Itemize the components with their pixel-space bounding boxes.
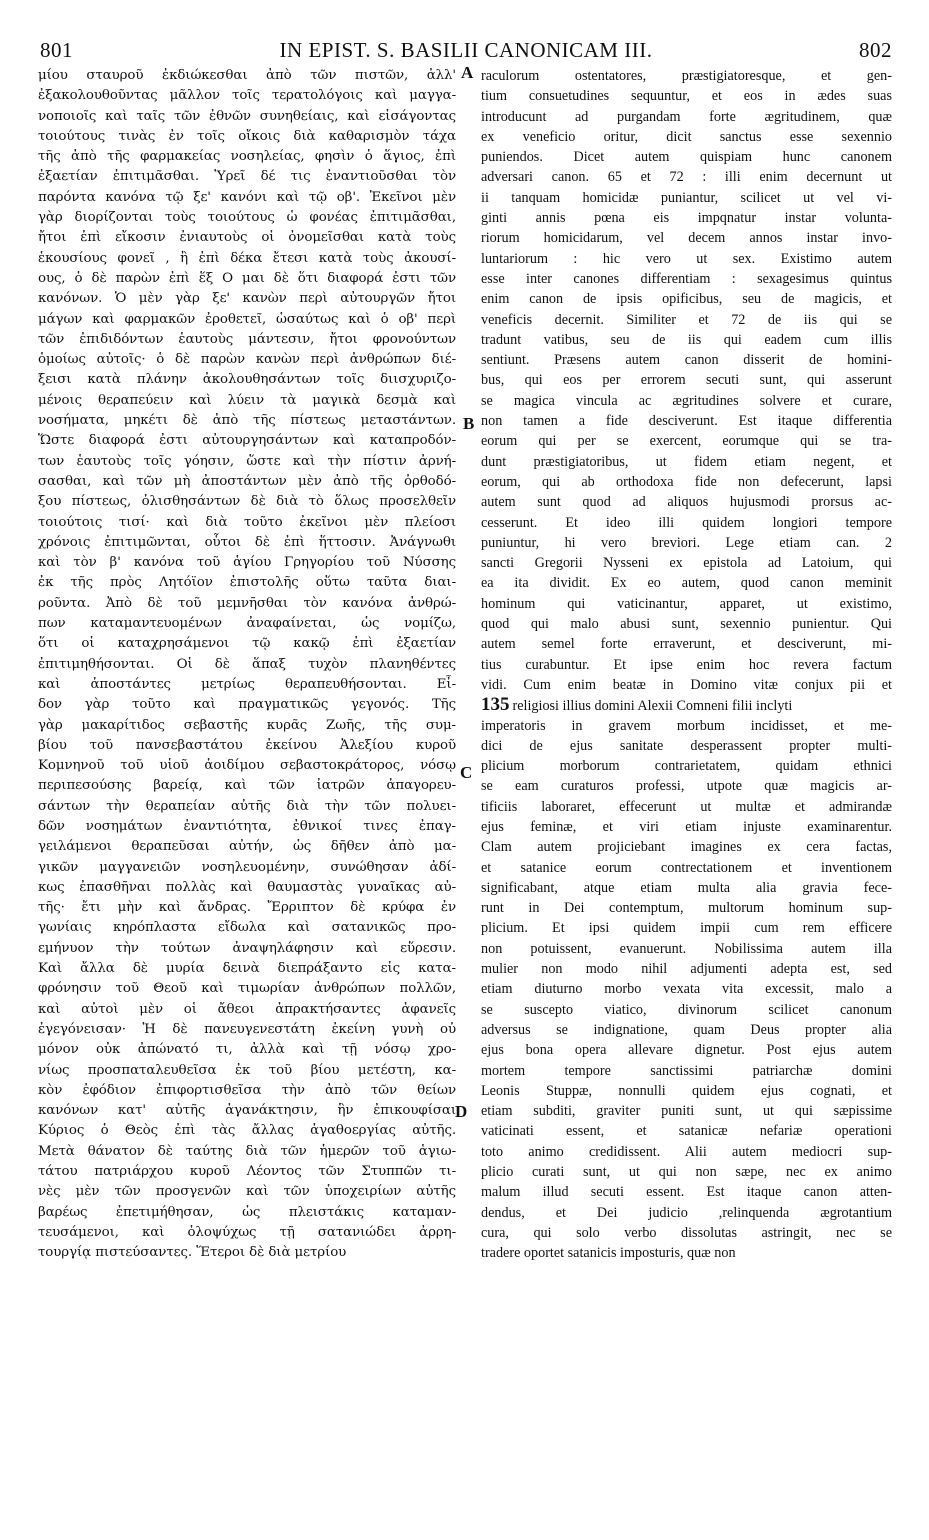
greek-text-line: τοιούτοις τισί· καὶ διὰ τοῦτο ἐκεῖνοι μὲν πλείοσι: [38, 514, 456, 530]
greek-text-line: νοσήματα, μηκέτι δὲ ἀπὸ τῆς πίστεως μεταστάντων.: [38, 413, 456, 429]
greek-text-line: μάγων καὶ φαρμακῶν ἐροθετεῖ, ὡσαύτως καὶ ὁ οβ' περὶ: [38, 311, 456, 327]
latin-text-line: tium consuetudines sequuntur, et eos in ædes suas: [481, 88, 892, 105]
greek-text-line: μίου σταυροῦ ἐκδιώκεσθαι ἀπὸ τῶν πιστῶν, ἀλλ': [38, 68, 456, 83]
latin-text-line: ex veneficio oritur, dicit sanctus esse sexennio: [481, 128, 892, 145]
greek-text-line: μόνον οὐκ ἀπώνατό τι, ἀλλὰ καὶ τῇ νόσῳ χρο-: [38, 1042, 456, 1058]
latin-text-line: eorum, qui ab orthodoxa fide non defecerunt, lapsi: [481, 473, 892, 490]
column-number: 135: [481, 695, 510, 716]
greek-text-line: σασθαι, καὶ τῶν μὴ ἀποστάντων μὲν ἀπὸ τῆς ὀρθοδό-: [38, 473, 456, 489]
greek-text-line: Μετὰ θάνατον δὲ ταύτης διὰ τῶν ἡμερῶν τοῦ ἁγιω-: [38, 1143, 456, 1159]
greek-text-line: γωνίαις κηρόπλαστα εἴδωλα καὶ σατανικῶς προ-: [38, 920, 456, 936]
greek-text-line: τῶν ἐπιδιδόντων ἑαυτοὺς μάντεσιν, ἤτοι φρονούντων: [38, 331, 456, 347]
greek-text-line: κανόνων. Ὁ μὲν γὰρ ξε' κανὼν περὶ αὐτουργῶν ἤτοι: [38, 291, 456, 307]
latin-text-line: tius curabuntur. Et ipse enim hoc revera factum: [481, 656, 892, 673]
latin-text-line: puniuntur, hi vero breviori. Lege etiam can. 2: [481, 534, 892, 551]
latin-text-line: raculorum ostentatores, præstigiatoresque, et gen-: [481, 68, 892, 84]
greek-text-line: ἤτοι ἐπὶ εἴκοσιν ἐνιαυτοὺς οἱ ὀνομεῖσθαι κατὰ τοὺς: [38, 230, 456, 246]
greek-text-line: ἐξαετίαν ἐπιτιμᾶσθαι. Ὑρεῖ δέ τις ἐναντιοῦσθαι τὸν: [38, 169, 456, 185]
latin-text-line: runt in Dei contemptum, multorum hominum sup-: [481, 900, 892, 917]
latin-text-line: adversus se indignatione, quam Deus propter alia: [481, 1021, 892, 1038]
greek-text-line: ἐγεγόνεισαν· Ἡ δὲ πανευγενεστάτη ἐκείνη γυνὴ οὐ: [38, 1021, 456, 1037]
latin-text-line: quod qui malo abusi sunt, sexennio punientur. Qui: [481, 616, 892, 633]
greek-text-line: Ὥστε διαφορά ἐστι αὐτουργησάντων καὶ καταπροδόν-: [38, 433, 456, 449]
latin-text-line: puniendos. Dicet autem quispiam hunc canonem: [481, 149, 892, 166]
greek-text-line: περιπεσούσης βαρείᾳ, καὶ τῶν ἰατρῶν ἀπαγορευ-: [38, 778, 456, 794]
greek-text-line: ξεισι κατὰ πλάνην ἀκολουθησάντων τοῖς διισχυριζο-: [38, 372, 456, 388]
latin-text-line: autem semel forte erraverunt, et desciverunt, mi-: [481, 636, 892, 653]
latin-text-line: sancti Gregorii Nysseni ex epistola ad Latoium, qui: [481, 555, 892, 572]
latin-column: [481, 66, 892, 1264]
latin-text-line: tificiis laboraret, effecerunt ut multæ et admirandæ: [481, 798, 892, 815]
latin-text-line: ea ita dividit. Ex eo autem, quod canon meminit: [481, 575, 892, 592]
greek-text-line: γειλάμενοι θεραπεῦσαι αὐτήν, ὡς δῆθεν ἀπὸ μα-: [38, 839, 456, 855]
latin-text-line: malum illud secuti essent. Est itaque canon atten-: [481, 1184, 892, 1201]
latin-text-line: 135 religiosi illius domini Alexii Comneni filii inclyti: [481, 695, 793, 716]
greek-text-line: Κύριος ὁ Θεὸς ἐπὶ τὰς ἄλλας ἀγαθοεργίας αὐτῆς.: [38, 1123, 456, 1139]
latin-text-line: autem sunt quod ad aliquos hujusmodi prorsus ac-: [481, 494, 892, 511]
latin-text-line: etiam diuturno morbo vexata vita excessit, malo a: [481, 981, 892, 998]
margin-marker-a: A: [461, 63, 474, 82]
latin-text-line: riorum homicidarum, vel decem annos instar invo-: [481, 230, 892, 247]
greek-text-line: ὁμοίως αὐτοῖς· ὁ δὲ παρὼν κανὼν περὶ ἀνθρώπων διέ-: [38, 352, 456, 368]
latin-text-line: veneficis decernit. Similiter et 72 de iis qui se: [481, 311, 892, 328]
greek-text-line: ἐξακολουθοῦντας μᾶλλον τοῖς τερατολόγοις καὶ μαγγα-: [38, 88, 456, 104]
latin-text-line: plicio curati sunt, ut qui non sæpe, nec ex animo: [481, 1164, 892, 1181]
greek-text-line: νίως προσπαταλευθεῖσα ἐκ τοῦ βίου μετέστη, κα-: [38, 1062, 456, 1078]
latin-text-line: se eam curaturos professi, utpote quæ magicis ar-: [481, 778, 892, 795]
latin-text-line: plicium. Et ipsi quidem impii cum rem efficere: [481, 920, 892, 937]
greek-text-line: κὸν ἐφόδιον ἐπιφορτισθεῖσα τὴν ἀπὸ τῶν θείων: [38, 1082, 456, 1098]
latin-text-line: tradere oportet satanicis imposturis, quæ non: [481, 1245, 736, 1262]
greek-text-line: καὶ αὐτοὶ μὲν οἱ ἄθεοι ἀπρακτήσαντες ἀφανεῖς: [38, 1001, 456, 1017]
latin-text-line: hominum qui vaticinantur, apparet, ut existimo,: [481, 595, 892, 612]
greek-text-line: ἑκουσίους φονεῖ , ἢ ἐπὶ δέκα ἔτεσι κατὰ τοὺς ἀκουσί-: [38, 250, 456, 266]
greek-text-line: των ἑαυτοὺς τοῖς γόησιν, ὥστε καὶ τὴν πίστιν ἀρνή-: [38, 453, 456, 469]
greek-text-line: γικῶν μαγγανειῶν νοσηλευομένην, συνώθησαν ἀδί-: [38, 859, 456, 875]
greek-text-line: πων καταμαντευομένων ἀναφαίνεται, ὡς νομίζω,: [38, 616, 456, 632]
latin-text-line: non tamen a fide desciverunt. Est itaque differentia: [481, 413, 892, 430]
running-title: IN EPIST. S. BASILII CANONICAM III.: [279, 38, 653, 62]
greek-text-line: ἐπιτιμηθήσονται. Οἱ δὲ ἅπαξ τυχὸν πλανηθέντες: [38, 656, 456, 672]
greek-text-line: τάτου πατριάρχου κυροῦ Λέοντος τῶν Στυππῶν τι-: [38, 1164, 456, 1180]
greek-text-line: τῆς· ἔτι μὴν καὶ ἄνδρας. Ἔρριπτον δὲ κρύφα ἐν: [38, 900, 456, 916]
latin-text-line: ii tanquam homicidæ puniantur, scilicet ut vel vi-: [481, 189, 892, 206]
latin-text-line: plicium morborum contrarietatem, quidam ethnici: [481, 758, 892, 775]
greek-text-line: καὶ τὸν β' κανόνα τοῦ ἁγίου Γρηγορίου τοῦ Νύσσης: [38, 555, 456, 571]
margin-marker-c: C: [460, 763, 473, 782]
latin-text-line: ejus bona opera allevare dignetur. Post ejus autem: [481, 1042, 892, 1059]
greek-text-line: βαρέως ἐπετιμήθησαν, ὡς πλειστάκις καταμαν-: [38, 1204, 456, 1220]
greek-column: [38, 66, 456, 1264]
page-number-right: 802: [859, 38, 892, 62]
latin-text-line: eorum qui per se exercent, eorumque qui se tra-: [481, 433, 892, 450]
latin-text-line: etiam subditi, graviter puniti sunt, ut qui sæpissime: [481, 1103, 892, 1120]
greek-text-line: Κομνηνοῦ τοῦ υἱοῦ ἀοιδίμου σεβαστοκράτορος, νόσῳ: [38, 758, 456, 774]
greek-text-line: νὲς μὲν τῶν προσγενῶν καὶ τῶν ὑποχειρίων αὐτῆς: [38, 1184, 456, 1200]
latin-text-line: adversari canon. 65 et 72 : illi enim decernunt ut: [481, 169, 892, 186]
latin-text-line: se magica vincula ac ægritudines solvere et curare,: [481, 392, 892, 409]
greek-text-line: δῶν νοσημάτων ἐναντιότητα, ἐθνικοί τινες ἐπαγ-: [38, 818, 456, 834]
greek-text-line: ἐκ τῆς πρὸς Λητόϊον ἐπιστολῆς οὕτω ταῦτα διαι-: [38, 575, 456, 591]
latin-text-line: mortem tempore sanctissimi patriarchæ domini: [481, 1062, 892, 1079]
latin-text-line: ginti annis pœna eis impqnatur instar volunta-: [481, 210, 892, 227]
greek-text-line: κανόνων κατ' αὐτῆς ἀγανάκτησιν, ἣν ἐπικουφίσαι: [38, 1103, 456, 1119]
latin-text-line: bus, qui eos per errorem secuti sunt, qui asserunt: [481, 372, 892, 389]
latin-text-line: et satanice eorum contrectationem et inventionem: [481, 859, 892, 876]
greek-text-line: τοιούτους τινὰς ἐν τοῖς οἴκοις διὰ καθαρισμὸν τάχα: [38, 128, 456, 144]
latin-text-line: dunt præstigiatoribus, ut fidem etiam negent, et: [481, 453, 892, 470]
latin-text-line: se suscepto viatico, divinorum scilicet canonum: [481, 1001, 892, 1018]
greek-text-line: ους, ὁ δὲ παρὼν ἐπὶ ἕξ Ο μαι δὲ ὅτι διαφορά ἐστι τῶν: [38, 270, 456, 286]
greek-text-line: ξου πίστεως, ὀλισθησάντων δὲ διὰ τὸ ὅλως προσελθεῖν: [38, 494, 456, 510]
greek-text-line: εμήνυον τὴν τούτων ἀναψηλάφησιν καὶ εὕρεσιν.: [38, 940, 456, 956]
greek-text-line: τευσάμενοι, καὶ ὁλοψύχως τῇ σατανιώδει ἀρρη-: [38, 1224, 456, 1240]
greek-text-line: καὶ ἀποστάντες μετρίως θεραπευθήσονται. Εἶ-: [38, 676, 456, 692]
greek-text-line: γὰρ μακαρίτιδος σεβαστῆς κυρᾶς Ζωῆς, τῆς συμ-: [38, 717, 456, 733]
greek-text-line: χρόνοις ἐπιτιμῶνται, οὗτοι δὲ ἐπὶ ἥττοσιν. Ἀνάγνωθι: [38, 534, 456, 550]
latin-text-line: cesserunt. Et ideo illi quidem longiori tempore: [481, 514, 892, 531]
latin-text-line: cura, qui solo verbo dissolutas astringit, nec se: [481, 1224, 892, 1241]
latin-text-line: esse inter canones differentiam : sexagesimus quintus: [481, 270, 892, 287]
latin-text-line: vidi. Cum enim beatæ in Domino vitæ conjux pii et: [481, 676, 892, 693]
latin-text-line: vaticinati essent, et satanicæ nefariæ operationi: [481, 1123, 892, 1140]
greek-text-line: ὅτι οἱ καταχρησάμενοι τῷ κακῷ ἐπὶ ἐξαετίαν: [38, 636, 456, 652]
latin-text-line: Clam autem projiciebant imagines ex cera factas,: [481, 839, 892, 856]
latin-text-line: ejus feminæ, et viri etiam injuste examinarentur.: [481, 818, 892, 835]
greek-text-line: Καὶ ἄλλα δὲ μυρία δεινὰ διεπράξαντο εἰς κατα-: [38, 961, 456, 977]
running-header: [40, 38, 892, 64]
greek-text-line: σάντων τὴν θεραπείαν αὐτῆς διὰ τὴν τῶν πολυει-: [38, 798, 456, 814]
latin-text-line: enim canon de ipsis opificibus, seu de magicis, et: [481, 291, 892, 308]
latin-text-line: imperatoris in gravem morbum incidisset, et me-: [481, 717, 892, 734]
greek-text-line: ροῦντα. Ἀπὸ δὲ τοῦ μεμνῆσθαι τὸν κανόνα ἀνθρώ-: [38, 595, 456, 611]
greek-text-line: φρόνησιν τοῦ Θεοῦ καὶ τιμωρίαν ἀνθρώπων πολλῶν,: [38, 981, 456, 997]
latin-text-line: Leonis Stuppæ, nonnulli quidem ejus cognati, et: [481, 1082, 892, 1099]
latin-text-line: sentiunt. Præsens autem canon disserit de homini-: [481, 352, 892, 369]
latin-text-line: dici de ejus sanitate desperassent propter multi-: [481, 737, 892, 754]
latin-text-line: tradunt vatibus, seu de iis qui eadem cum illis: [481, 331, 892, 348]
latin-text-line: significabant, atque etiam multa alia gravia fece-: [481, 879, 892, 896]
greek-text-line: βίου τοῦ πανσεβαστάτου ἐκείνου Ἀλεξίου κυροῦ: [38, 737, 456, 753]
latin-text-line: mulier non modo nihil adjumenti adepta est, sed: [481, 961, 892, 978]
margin-marker-d: D: [455, 1102, 468, 1121]
margin-marker-b: B: [463, 414, 475, 433]
greek-text-line: δον γὰρ τοῦτο καὶ πραγματικῶς γεγονός. Τῆς: [38, 697, 456, 713]
greek-text-line: νοποιοῖς καὶ ταῖς τῶν ἐθνῶν συνηθείαις, καὶ εἰσάγοντας: [38, 108, 456, 124]
latin-text-line: toto animo credidissent. Alii autem mediocri sup-: [481, 1143, 892, 1160]
latin-text-line: luntariorum : hic vero ut sex. Existimo autem: [481, 250, 892, 267]
page-number-left: 801: [40, 38, 73, 62]
latin-text-line: non potuissent, evanuerunt. Nobilissima autem illa: [481, 940, 892, 957]
greek-text-line: γὰρ διορίζονται τοὺς τοιούτους ὡ φονέας ἐπιτιμᾶσθαι,: [38, 210, 456, 226]
greek-text-line: κως ἐπασθῆναι πολλὰς καὶ θαυμαστὰς γυναῖκας αὐ-: [38, 879, 456, 895]
greek-text-line: τουργίᾳ πιστεύσαντες. Ἕτεροι δὲ διὰ μετρίου: [38, 1245, 347, 1261]
greek-text-line: μένοις θεραπεύειν καὶ λύειν τὰ μαγικὰ δεσμὰ καὶ: [38, 392, 456, 408]
greek-text-line: παρόντα κανόνα τῷ ξε' κανόνι καὶ τῷ οβ'. Ἐκεῖνοι μὲν: [38, 189, 456, 205]
latin-text-line: dendus, et Dei judicio ,relinquenda ægrotantium: [481, 1204, 892, 1221]
latin-text-line: introducunt ad purgandam forte ægritudinem, quæ: [481, 108, 892, 125]
greek-text-line: τῆς ἀπὸ τῆς φαρμακείας νοσηλείας, φησὶν ὁ ἅγιος, ἐπὶ: [38, 149, 456, 165]
